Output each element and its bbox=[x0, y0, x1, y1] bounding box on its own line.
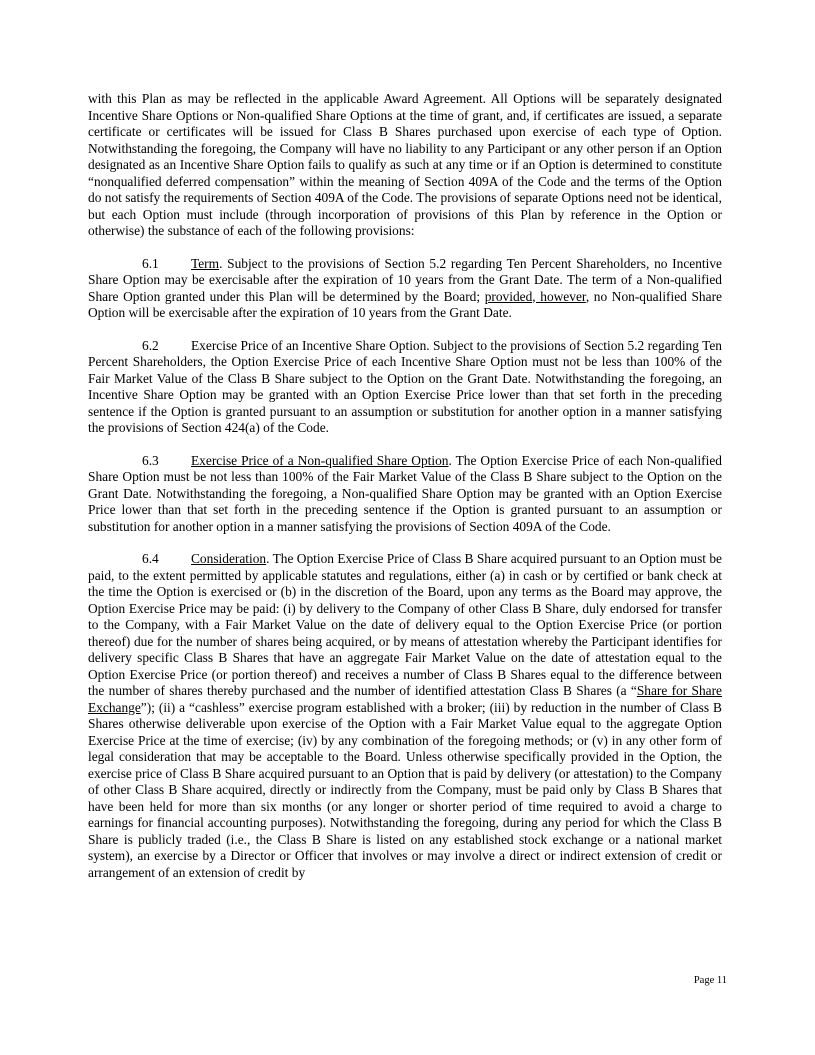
text-run: . The Option Exercise Price of each Non-qualified Share Option must be not less than 100% of the Fair Market Value of the Class B Share subject to the Option on the Grant Date. Notwithstanding the foregoing, a Non-qualified Share Option may be granted with an Option Exercise Price lower than that set forth in the preceding sentence if the Option is granted pursuant to an assumption or substitution for another option in a manner satisfying the provisions of Section 409A of the Code. bbox=[88, 452, 723, 534]
section-number: 6.2 bbox=[142, 337, 159, 353]
section-number: 6.1 bbox=[142, 255, 159, 271]
section-paragraph-6.1 bbox=[88, 256, 722, 322]
underlined-text-run: Consideration bbox=[191, 551, 267, 566]
section-number: 6.3 bbox=[142, 452, 159, 468]
text-run: Exercise Price of an Incentive Share Option. Subject to the provisions of Section 5.2 regarding Ten Percent Shareholders, the Option Exercise Price of each Incentive Share Option must not be less than 100% of the Fair Market Value of the Class B Share subject to the Option on the Grant Date. Notwithstanding the foregoing, an Incentive Share Option may be granted with an Option Exercise Price lower than that set forth in the preceding sentence if the Option is granted pursuant to an assumption or substitution for another option in a manner satisfying the provisions of Section 424(a) of the Code. bbox=[88, 337, 722, 435]
section-number: 6.4 bbox=[142, 551, 159, 566]
text-run: ”); (ii) a “cashless” exercise program established with a broker; (iii) by reduction in the number of Class B Shares otherwise deliverable upon exercise of the Option with a Fair Market Value equal to the aggregate Option Exercise Price at the time of exercise; (iv) by any combination of the foregoing methods; or (v) in any other form of legal consideration that may be acceptable to the Board. Unless otherwise specifically provided in the Option, the exercise price of Class B Share acquired pursuant to an Option that is paid by delivery (or attestation) to the Company of other Class B Share acquired, directly or indirectly from the Company, must be paid only by Class B Shares that have been held for more than six months (or any longer or shorter period of time required to avoid a charge to earnings for financial accounting purposes). Notwithstanding the foregoing, during any period for which the Class B Share is publicly traded (i.e., the Class B Share is listed on any established stock exchange or a national market system), an exercise by a Director or Officer that involves or may involve a direct or indirect extension of credit or arrangement of an extension of credit by bbox=[88, 699, 722, 880]
text-run: , no Non-qualified Share Option will be exercisable after the expiration of 10 years from the Grant Date. bbox=[88, 288, 722, 320]
underlined-text-run: Share for Share Exchange bbox=[88, 683, 722, 715]
text-run: . The Option Exercise Price of Class B Share acquired pursuant to an Option must be paid, to the extent permitted by applicable statutes and regulations, either (a) in cash or by certified or bank check at the time the Option is exercised or (b) in the discretion of the Board, upon any terms as the Board may approve, the Option Exercise Price may be paid: (i) by delivery to the Company of other Class B Share, duly endorsed for transfer to the Company, with a Fair Market Value on the date of delivery equal to the Option Exercise Price (or portion thereof) due for the number of shares being acquired, or by means of attestation whereby the Participant identifies for delivery specific Class B Shares that have an aggregate Fair Market Value on the date of attestation equal to the Option Exercise Price (or portion thereof) and receives a number of Class B Shares equal to the difference between the number of shares thereby purchased and the number of identified attestation Class B Shares (a “ bbox=[88, 551, 722, 698]
page-number: Page 11 bbox=[693, 975, 727, 986]
document-body bbox=[88, 91, 722, 897]
section-paragraph-6.2 bbox=[88, 338, 722, 437]
text-run: . Subject to the provisions of Section 5.2 regarding Ten Percent Shareholders, no Incentive Share Option may be exercisable after the expiration of 10 years from the Grant Date. The term of a Non-qualified Share Option granted under this Plan will be determined by the Board; bbox=[88, 255, 722, 304]
body-paragraph bbox=[88, 91, 722, 240]
underlined-text-run: Exercise Price of a Non-qualified Share Option bbox=[191, 452, 449, 468]
underlined-text-run: Term bbox=[191, 255, 220, 271]
text-run: with this Plan as may be reflected in the applicable Award Agreement. All Options will be separately designated Incentive Share Options or Non-qualified Share Options at the time of grant, and, if certificates are issued, a separate certificate or certificates will be issued for Class B Shares purchased upon exercise of each type of Option. Notwithstanding the foregoing, the Company will have no liability to any Participant or any other person if an Option designated as an Incentive Share Option fails to qualify as such at any time or if an Option is determined to constitute “nonqualified deferred compensation” within the meaning of Section 409A of the Code and the terms of the Option do not satisfy the requirements of Section 409A of the Code. The provisions of separate Options need not be identical, but each Option must include (through incorporation of provisions of this Plan by reference in the Option or otherwise) the substance of each of the following provisions: bbox=[88, 91, 722, 238]
section-paragraph-6.4 bbox=[88, 551, 722, 881]
underlined-text-run: provided, however bbox=[484, 288, 586, 304]
section-paragraph-6.3 bbox=[88, 453, 722, 536]
